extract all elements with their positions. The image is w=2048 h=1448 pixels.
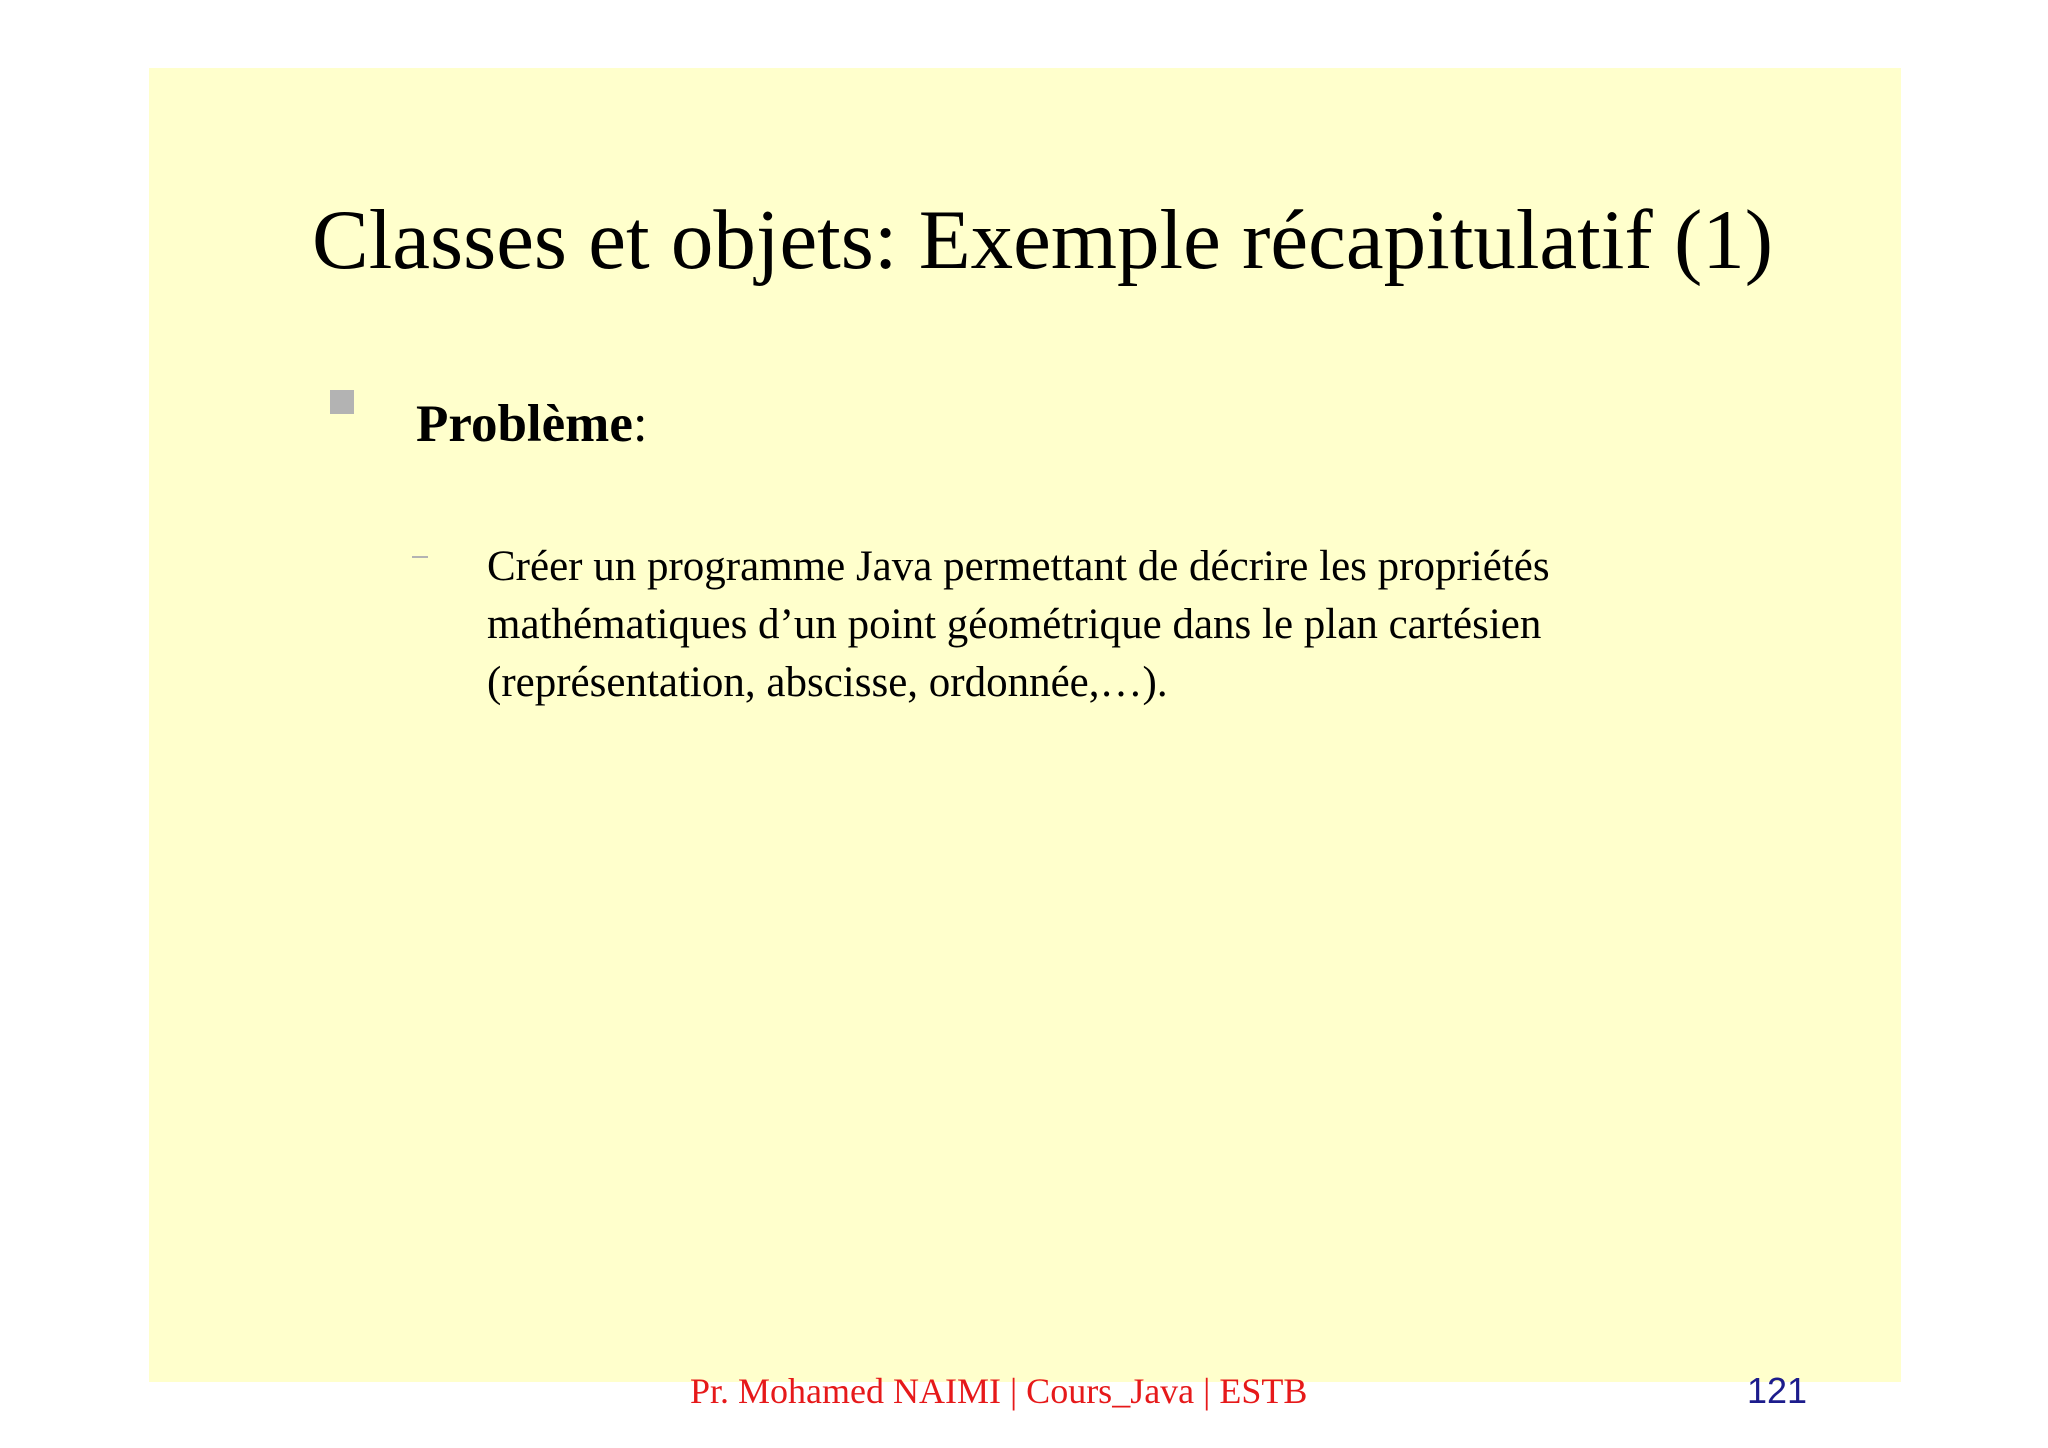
slide — [149, 68, 1901, 1411]
bullet-body-line: mathématiques d’un point géométrique dans le plan cartésien — [487, 601, 1542, 648]
bullet-heading — [416, 394, 648, 455]
bullet-body-line: Créer un programme Java permettant de décrire les propriétés — [487, 543, 1550, 590]
slide-footer: Pr. Mohamed NAIMI | Cours_Java | ESTB — [690, 1371, 1308, 1411]
square-bullet-icon — [330, 390, 354, 414]
page-number: 121 — [1747, 1370, 1808, 1411]
bullet-heading-label: Problème — [416, 395, 633, 453]
bullet-marker — [330, 390, 354, 414]
dash-bullet-icon — [412, 556, 428, 558]
bullet-body — [487, 538, 1787, 712]
slide-title: Classes et objets: Exemple récapitulatif (1) — [312, 193, 1774, 287]
bullet-body-line: (représentation, abscisse, ordonnée,…). — [487, 659, 1168, 706]
bullet-heading-colon: : — [632, 395, 648, 453]
